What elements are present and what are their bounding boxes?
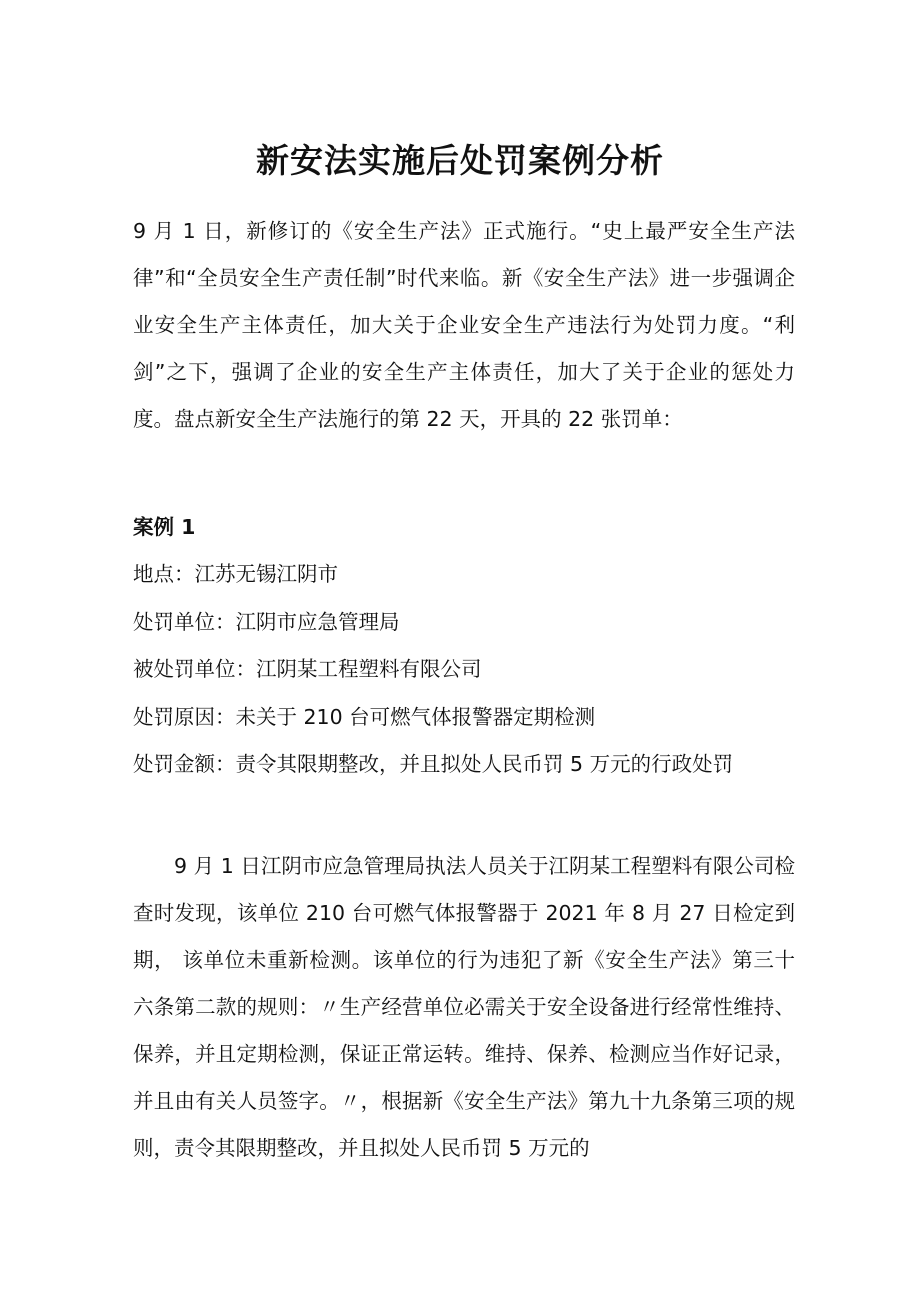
case-1-detail-paragraph: 9 月 1 日江阴市应急管理局执法人员关于江阴某工程塑料有限公司检查时发现，该单位 210 台可燃气体报警器于 2021 年 8 月 27 日检定到期， 该单位未重新检测。该单位的行为违犯了新《安全生产法》第三十六条第二款的规则：〃生产经营单位必需关于安全设备进行经常性维持、保养，并且定期检测，保证正常运转。维持、保养、检测应当作好记录，并且由有关人员签字。〃，根据新《安全生产法》第九十九条第三项的规则，责令其限期整改，并且拟处人民币罚 5 万元的 bbox=[133, 854, 795, 1160]
case-1-authority: 处罚单位：江阴市应急管理局 bbox=[133, 609, 400, 634]
case-1-reason: 处罚原因：未关于 210 台可燃气体报警器定期检测 bbox=[133, 704, 596, 729]
intro-paragraph: 9 月 1 日，新修订的《安全生产法》正式施行。“史上最严安全生产法律”和“全员安全生产责任制”时代来临。新《安全生产法》进一步强调企业安全生产主体责任，加大关于企业安全生产违法行为处罚力度。“利剑”之下，强调了企业的安全生产主体责任，加大了关于企业的惩处力度。盘点新安全生产法施行的第 22 天，开具的 22 张罚单： bbox=[133, 219, 795, 431]
case-1-penalized-unit: 被处罚单位：江阴某工程塑料有限公司 bbox=[133, 657, 482, 681]
case-1-amount: 处罚金额：责令其限期整改，并且拟处人民币罚 5 万元的行政处罚 bbox=[133, 752, 734, 776]
case-1-heading: 案例 1 bbox=[133, 515, 196, 539]
document-title: 新安法实施后处罚案例分析 bbox=[256, 141, 664, 181]
case-1-location: 地点：江苏无锡江阴市 bbox=[133, 562, 338, 586]
case-1-fields bbox=[133, 551, 833, 789]
